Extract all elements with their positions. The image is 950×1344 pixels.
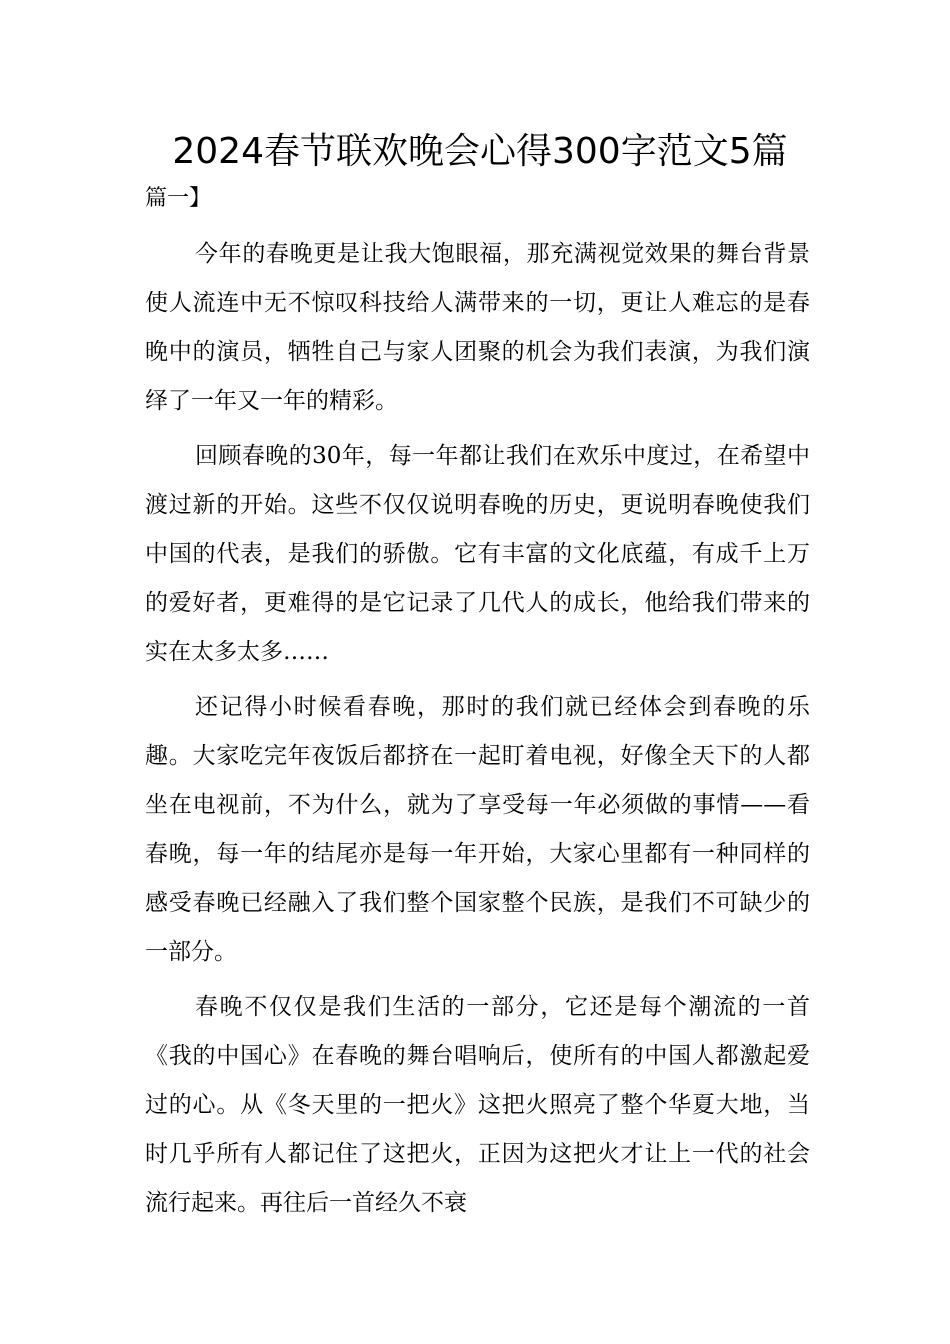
section-label: 篇一】 <box>145 186 212 211</box>
document-title: 2024春节联欢晚会心得300字范文5篇 <box>172 131 788 172</box>
document-body <box>145 230 810 1234</box>
paragraph-3: 还记得小时候看春晚，那时的我们就已经体会到春晚的乐趣。大家吃完年夜饭后都挤在一起盯着电视，好像全天下的人都坐在电视前，不为什么，就为了享受每一年必须做的事情——看春晚，每一年的结尾亦是每一年开始，大家心里都有一种同样的感受春晚已经融入了我们整个国家整个民族，是我们不可缺少的一部分。 <box>145 694 810 965</box>
paragraph-1: 今年的春晚更是让我大饱眼福，那充满视觉效果的舞台背景使人流连中无不惊叹科技给人满带来的一切，更让人难忘的是春晚中的演员，牺牲自己与家人团聚的机会为我们表演，为我们演绎了一年又一年的精彩。 <box>145 241 810 414</box>
paragraph-2: 回顾春晚的30年，每一年都让我们在欢乐中度过，在希望中渡过新的开始。这些不仅仅说明春晚的历史，更说明春晚使我们中国的代表，是我们的骄傲。它有丰富的文化底蕴，有成千上万的爱好者，更难得的是它记录了几代人的成长，他给我们带来的实在太多太多…… <box>145 443 810 665</box>
paragraph-4: 春晚不仅仅是我们生活的一部分，它还是每个潮流的一首《我的中国心》在春晚的舞台唱响后，使所有的中国人都激起爱过的心。从《冬天里的一把火》这把火照亮了整个华夏大地，当时几乎所有人都记住了这把火，正因为这把火才让上一代的社会流行起来。再往后一首经久不衰 <box>145 994 810 1216</box>
